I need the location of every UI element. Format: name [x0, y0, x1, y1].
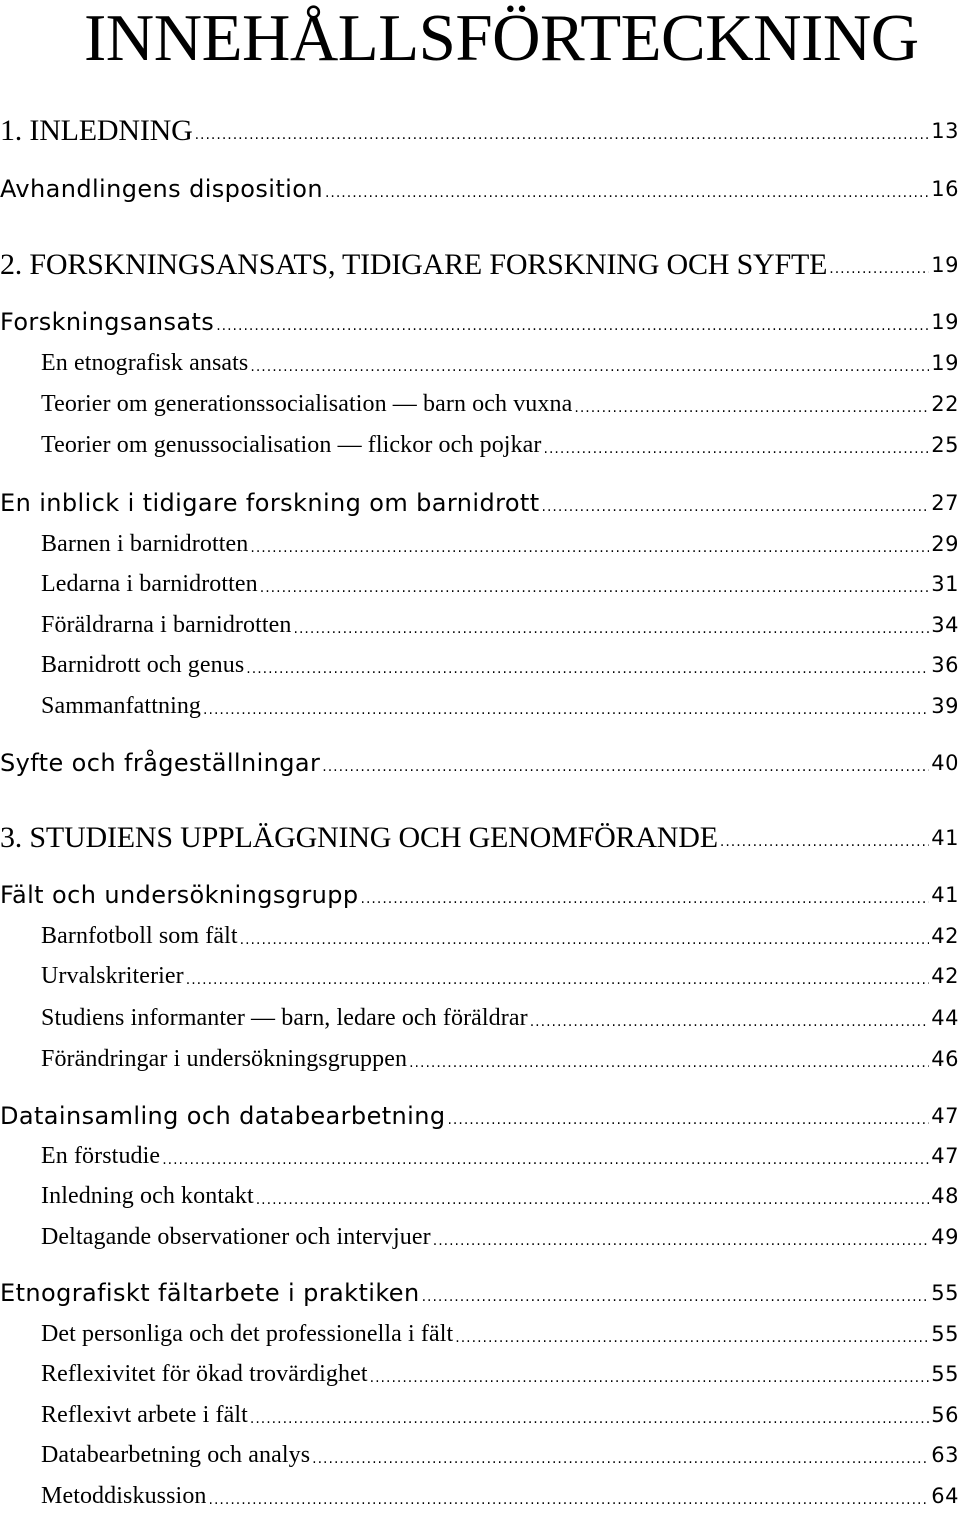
toc-leader-dots — [250, 1411, 929, 1433]
toc-entry-page: 41 — [931, 883, 959, 907]
toc-entry[interactable] — [0, 688, 960, 724]
toc-leader-dots — [256, 1192, 930, 1214]
toc-entry-page: 42 — [931, 964, 959, 988]
toc-entry-label: Föräldrarna i barnidrotten — [41, 611, 292, 638]
toc-leader-dots — [240, 932, 930, 954]
toc-entry-page: 56 — [931, 1403, 959, 1427]
toc-entry[interactable] — [0, 1397, 960, 1433]
toc-entry-label: En etnografisk ansats — [41, 349, 249, 376]
toc-entry-page: 27 — [931, 491, 959, 515]
toc-entry[interactable] — [0, 1000, 960, 1036]
toc-leader-dots — [209, 1492, 930, 1514]
toc-entry-page: 49 — [931, 1225, 959, 1249]
toc-entry[interactable] — [0, 1478, 960, 1514]
toc-entry-page: 19 — [931, 310, 959, 334]
toc-leader-dots — [162, 1152, 929, 1174]
toc-entry-label: Databearbetning och analys — [41, 1441, 311, 1468]
toc-entry-page: 55 — [931, 1281, 959, 1305]
toc-entry-page: 64 — [931, 1484, 959, 1508]
toc-entry-page: 63 — [931, 1443, 959, 1467]
toc-entry-page: 47 — [931, 1104, 959, 1128]
toc-entry-page: 41 — [931, 826, 959, 850]
toc-entry[interactable] — [0, 526, 960, 562]
toc-entry-page: 40 — [931, 751, 959, 775]
toc-entry-page: 25 — [931, 433, 959, 457]
toc-leader-dots — [433, 1233, 930, 1255]
toc-entry-page: 42 — [931, 924, 959, 948]
toc-entry[interactable] — [0, 1275, 960, 1311]
toc-leader-dots — [216, 318, 929, 340]
toc-leader-dots — [322, 759, 929, 781]
toc-leader-dots — [325, 185, 929, 207]
toc-leader-dots — [203, 702, 929, 724]
toc-entry[interactable] — [0, 1356, 960, 1392]
toc-entry-label: Deltagande observationer och intervjuer — [41, 1223, 431, 1250]
toc-entry-label: Inledning och kontakt — [41, 1182, 254, 1209]
toc-entry[interactable] — [0, 1437, 960, 1473]
toc-entry-label: En förstudie — [41, 1142, 161, 1169]
toc-entry-label: Syfte och frågeställningar — [0, 749, 321, 777]
toc-entry-label: Ledarna i barnidrotten — [41, 570, 258, 597]
toc-entry[interactable] — [0, 427, 960, 463]
toc-entry-label: Förändringar i undersökningsgruppen — [41, 1045, 408, 1072]
toc-entry[interactable] — [0, 566, 960, 602]
toc-entry-page: 55 — [931, 1322, 959, 1346]
toc-leader-dots — [370, 1370, 930, 1392]
toc-leader-dots — [455, 1330, 929, 1352]
toc-entry-label: 2. FORSKNINGSANSATS, TIDIGARE FORSKNING OCH SYFTE — [0, 248, 828, 281]
toc-entry-label: Fält och undersökningsgrupp — [0, 881, 359, 909]
toc-entry-page: 19 — [931, 253, 959, 277]
toc-leader-dots — [246, 661, 929, 683]
toc-entry[interactable] — [0, 345, 960, 381]
toc-entry[interactable] — [0, 918, 960, 954]
toc-entry[interactable] — [0, 1041, 960, 1077]
page-title: INNEHÅLLSFÖRTECKNING — [84, 1, 919, 75]
toc-entry-label: Avhandlingens disposition — [0, 175, 323, 203]
toc-entry-label: 3. STUDIENS UPPLÄGGNING OCH GENOMFÖRANDE — [0, 821, 718, 854]
toc-leader-dots — [409, 1055, 929, 1077]
toc-entry-page: 44 — [931, 1006, 959, 1030]
toc-entry-label: Forskningsansats — [0, 308, 215, 336]
toc-entry-page: 39 — [931, 694, 959, 718]
toc-entry-label: Urvalskriterier — [41, 962, 184, 989]
toc-entry-page: 34 — [931, 613, 959, 637]
toc-entry-page: 31 — [931, 572, 959, 596]
toc-entry[interactable] — [0, 247, 960, 283]
toc-entry[interactable] — [0, 607, 960, 643]
toc-leader-dots — [250, 359, 929, 381]
toc-entry-label: 1. INLEDNING — [0, 114, 193, 147]
toc-entry[interactable] — [0, 1219, 960, 1255]
toc-entry[interactable] — [0, 1316, 960, 1352]
toc-leader-dots — [361, 891, 930, 913]
toc-entry-label: Studiens informanter — barn, ledare och föräldrar — [41, 1004, 528, 1031]
toc-leader-dots — [294, 621, 930, 643]
toc-entry-label: Barnidrott och genus — [41, 651, 245, 678]
toc-entry-page: 16 — [931, 177, 959, 201]
toc-entry-label: Teorier om generationssocialisation — barn och vuxna — [41, 390, 573, 417]
toc-leader-dots — [530, 1014, 930, 1036]
toc-leader-dots — [312, 1451, 929, 1473]
toc-entry[interactable] — [0, 958, 960, 994]
toc-entry-label: En inblick i tidigare forskning om barnidrott — [0, 489, 540, 517]
toc-leader-dots — [544, 441, 930, 463]
toc-leader-dots — [829, 261, 929, 283]
toc-leader-dots — [260, 580, 929, 602]
toc-leader-dots — [542, 499, 930, 521]
toc-entry-page: 47 — [931, 1144, 959, 1168]
toc-entry-page: 48 — [931, 1184, 959, 1208]
toc-entry[interactable] — [0, 386, 960, 422]
toc-leader-dots — [574, 400, 929, 422]
toc-leader-dots — [720, 834, 929, 856]
toc-leader-dots — [447, 1112, 929, 1134]
toc-entry[interactable] — [0, 1098, 960, 1134]
toc-entry-page: 13 — [931, 119, 959, 143]
toc-entry[interactable] — [0, 485, 960, 521]
toc-entry-page: 46 — [931, 1047, 959, 1071]
toc-leader-dots — [195, 127, 930, 149]
toc-entry-label: Det personliga och det professionella i fält — [41, 1320, 454, 1347]
toc-leader-dots — [186, 972, 929, 994]
toc-entry-page: 29 — [931, 532, 959, 556]
toc-entry-label: Barnen i barnidrotten — [41, 530, 249, 557]
toc-entry[interactable] — [0, 647, 960, 683]
toc-entry-label: Etnografiskt fältarbete i praktiken — [0, 1279, 420, 1307]
toc-entry-label: Reflexivt arbete i fält — [41, 1401, 248, 1428]
toc-entry-label: Datainsamling och databearbetning — [0, 1102, 446, 1130]
toc-entry[interactable] — [0, 1178, 960, 1214]
toc-entry-page: 55 — [931, 1362, 959, 1386]
toc-entry[interactable] — [0, 877, 960, 913]
toc-entry-page: 22 — [931, 392, 959, 416]
toc-entry[interactable] — [0, 113, 960, 149]
toc-entry-label: Teorier om genussocialisation — flickor och pojkar — [41, 431, 542, 458]
toc-entry[interactable] — [0, 820, 960, 856]
toc-entry-page: 19 — [931, 351, 959, 375]
toc-leader-dots — [422, 1289, 930, 1311]
toc-entry-label: Metoddiskussion — [41, 1482, 207, 1509]
toc-entry[interactable] — [0, 745, 960, 781]
toc-leader-dots — [250, 540, 929, 562]
toc-entry[interactable] — [0, 171, 960, 207]
toc-entry-label: Barnfotboll som fält — [41, 922, 238, 949]
toc-entry[interactable] — [0, 304, 960, 340]
toc-entry-page: 36 — [931, 653, 959, 677]
toc-entry-label: Reflexivitet för ökad trovärdighet — [41, 1360, 368, 1387]
toc-entry-label: Sammanfattning — [41, 692, 202, 719]
toc-entry[interactable] — [0, 1138, 960, 1174]
